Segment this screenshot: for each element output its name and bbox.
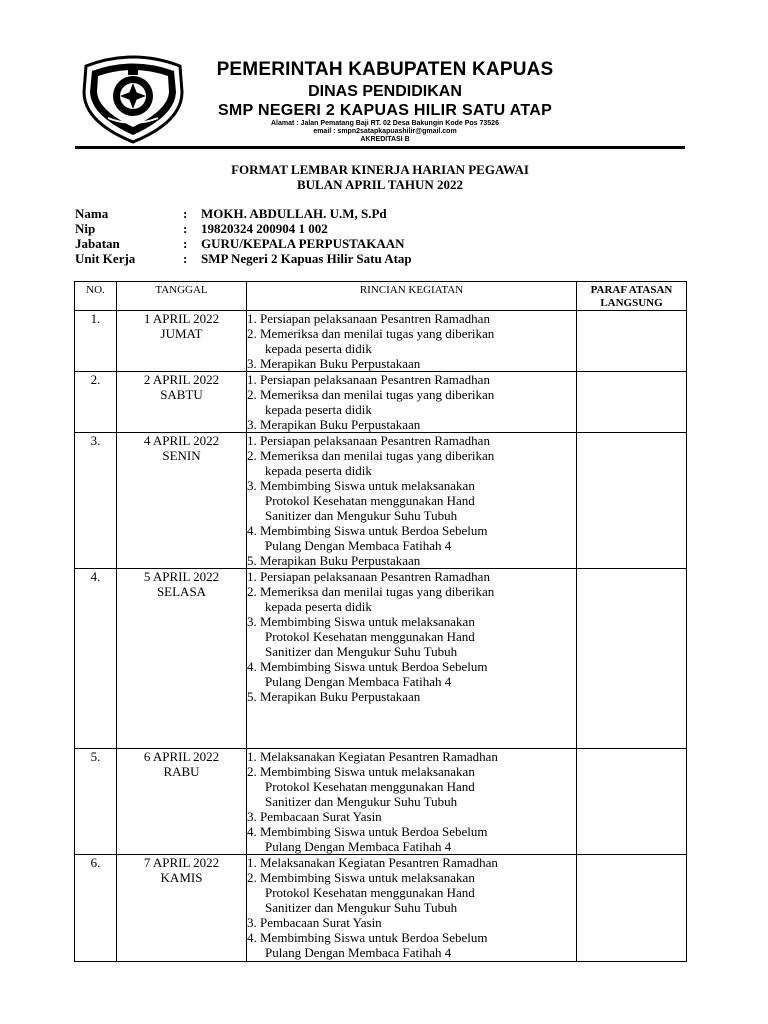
activity-line: 3. Merapikan Buku Perpustakaan [247, 356, 421, 371]
row-day: KAMIS [160, 870, 203, 885]
row-sign-cell [577, 855, 687, 962]
department-name: DINAS PENDIDIKAN [308, 83, 462, 100]
activity-line: 5. Merapikan Buku Perpustakaan [247, 689, 421, 704]
activity-line-continued: Protokol Kesehatan menggunakan Hand [265, 629, 475, 644]
activity-line-continued: Protokol Kesehatan menggunakan Hand [265, 779, 475, 794]
activity-line: 2. Memeriksa dan menilai tugas yang diberikan [247, 584, 495, 599]
school-email: email : smpn2satapkapuashilir@gmail.com [313, 128, 457, 135]
activity-item [247, 478, 576, 523]
identity-colon: : [183, 251, 188, 266]
letterhead [190, 58, 580, 144]
row-date: 2 APRIL 2022 [143, 372, 220, 387]
activity-item [247, 870, 576, 915]
activity-line-continued: kepada peserta didik [265, 341, 372, 356]
row-day: RABU [163, 764, 200, 779]
activity-line-continued: Protokol Kesehatan menggunakan Hand [265, 493, 475, 508]
school-address: Alamat : Jalan Pematang Baji RT. 02 Desa Bakungin Kode Pos 73526 [271, 120, 499, 127]
activity-item [247, 584, 576, 614]
activity-line: 4. Membimbing Siswa untuk Berdoa Sebelum [247, 824, 488, 839]
school-name: SMP NEGERI 2 KAPUAS HILIR SATU ATAP [217, 102, 553, 119]
row-sign-cell [577, 569, 687, 749]
activity-line: 1. Persiapan pelaksanaan Pesantren Ramadhan [247, 569, 490, 584]
activity-item [247, 824, 576, 854]
activity-line: 4. Membimbing Siswa untuk Berdoa Sebelum [247, 930, 488, 945]
identity-row-position [75, 236, 412, 251]
activity-line: 4. Membimbing Siswa untuk Berdoa Sebelum [247, 659, 488, 674]
table-row [75, 569, 687, 749]
row-sign-cell [577, 749, 687, 855]
document-title [75, 162, 685, 192]
row-number: 2. [75, 372, 117, 433]
activity-line: 3. Membimbing Siswa untuk melaksanakan [247, 478, 475, 493]
activity-item [247, 311, 576, 326]
row-date-cell [117, 433, 247, 569]
table-header-row [75, 282, 687, 311]
activity-item [247, 448, 576, 478]
activity-line: 1. Melaksanakan Kegiatan Pesantren Ramadhan [247, 749, 498, 764]
school-emblem-icon [78, 52, 188, 144]
header-no: NO. [75, 282, 117, 311]
activity-item [247, 387, 576, 417]
table-row [75, 433, 687, 569]
table-row [75, 311, 687, 372]
activity-line-continued: Sanitizer dan Mengukur Suhu Tubuh [265, 794, 458, 809]
identity-colon: : [183, 236, 188, 251]
activity-line-continued: kepada peserta didik [265, 599, 372, 614]
row-date: 4 APRIL 2022 [143, 433, 220, 448]
activity-item [247, 749, 576, 764]
activity-line: 2. Memeriksa dan menilai tugas yang diberikan [247, 326, 495, 341]
identity-label: Jabatan [75, 236, 120, 251]
title-line-1: FORMAT LEMBAR KINERJA HARIAN PEGAWAI [231, 162, 529, 177]
identity-value: GURU/KEPALA PERPUSTAKAAN [201, 236, 405, 251]
table-row [75, 749, 687, 855]
header-detail: RINCIAN KEGIATAN [247, 282, 577, 311]
activity-item [247, 764, 576, 809]
activity-item [247, 356, 576, 371]
letterhead-divider [75, 146, 685, 149]
activity-item [247, 614, 576, 659]
activity-item [247, 523, 576, 553]
row-activity-cell [247, 749, 577, 855]
activity-line: 2. Membimbing Siswa untuk melaksanakan [247, 870, 475, 885]
identity-value: 19820324 200904 1 002 [201, 221, 328, 236]
activity-line: 2. Membimbing Siswa untuk melaksanakan [247, 764, 475, 779]
activity-line-continued: Sanitizer dan Mengukur Suhu Tubuh [265, 644, 458, 659]
activity-line: 1. Persiapan pelaksanaan Pesantren Ramadhan [247, 433, 490, 448]
activity-line-continued: Pulang Dengan Membaca Fatihah 4 [265, 839, 452, 854]
header-sign: PARAF ATASAN LANGSUNG [577, 282, 687, 311]
identity-row-unit [75, 251, 412, 266]
row-sign-cell [577, 433, 687, 569]
identity-label: Unit Kerja [75, 251, 136, 266]
row-date: 5 APRIL 2022 [143, 569, 220, 584]
row-sign-cell [577, 372, 687, 433]
government-name: PEMERINTAH KABUPATEN KAPUAS [216, 59, 554, 80]
table-row [75, 372, 687, 433]
employee-identity [75, 206, 412, 266]
row-activity-cell [247, 855, 577, 962]
activity-item [247, 809, 576, 824]
activity-line: 3. Membimbing Siswa untuk melaksanakan [247, 614, 475, 629]
row-day: SELASA [156, 584, 207, 599]
row-activity-cell [247, 569, 577, 749]
row-number: 4. [75, 569, 117, 749]
activity-line-continued: Protokol Kesehatan menggunakan Hand [265, 885, 475, 900]
activity-line: 5. Merapikan Buku Perpustakaan [247, 553, 421, 568]
row-date: 1 APRIL 2022 [143, 311, 220, 326]
row-day: SABTU [160, 387, 203, 402]
activity-item [247, 689, 576, 704]
row-number: 6. [75, 855, 117, 962]
row-date: 7 APRIL 2022 [143, 855, 220, 870]
identity-colon: : [183, 206, 188, 221]
row-date-cell [117, 569, 247, 749]
row-number: 1. [75, 311, 117, 372]
activity-item [247, 569, 576, 584]
row-activity-cell [247, 433, 577, 569]
activity-line: 4. Membimbing Siswa untuk Berdoa Sebelum [247, 523, 488, 538]
identity-label: Nama [75, 206, 109, 221]
identity-row-nip [75, 221, 412, 236]
row-date: 6 APRIL 2022 [143, 749, 220, 764]
activity-line: 1. Persiapan pelaksanaan Pesantren Ramadhan [247, 311, 490, 326]
row-number: 3. [75, 433, 117, 569]
row-date-cell [117, 855, 247, 962]
table-row [75, 855, 687, 962]
row-sign-cell [577, 311, 687, 372]
activity-line: 2. Memeriksa dan menilai tugas yang diberikan [247, 448, 495, 463]
activity-line-continued: Pulang Dengan Membaca Fatihah 4 [265, 538, 452, 553]
activity-item [247, 326, 576, 356]
row-date-cell [117, 372, 247, 433]
row-date-cell [117, 311, 247, 372]
activity-line-continued: kepada peserta didik [265, 402, 372, 417]
activity-item [247, 433, 576, 448]
activity-item [247, 930, 576, 960]
activity-line: 1. Melaksanakan Kegiatan Pesantren Ramadhan [247, 855, 498, 870]
activity-line-continued: Sanitizer dan Mengukur Suhu Tubuh [265, 508, 458, 523]
row-day: JUMAT [160, 326, 203, 341]
activity-item [247, 915, 576, 930]
identity-row-name [75, 206, 412, 221]
activity-line-continued: Sanitizer dan Mengukur Suhu Tubuh [265, 900, 458, 915]
activity-line: 3. Pembacaan Surat Yasin [247, 915, 382, 930]
title-line-2: BULAN APRIL TAHUN 2022 [296, 177, 464, 192]
row-day: SENIN [162, 448, 201, 463]
activity-line-continued: Pulang Dengan Membaca Fatihah 4 [265, 674, 452, 689]
identity-label: Nip [75, 221, 96, 236]
activity-table [74, 281, 687, 962]
activity-item [247, 372, 576, 387]
accreditation: AKREDITASI B [360, 136, 410, 143]
row-date-cell [117, 749, 247, 855]
row-activity-cell [247, 372, 577, 433]
activity-item [247, 553, 576, 568]
activity-line: 3. Pembacaan Surat Yasin [247, 809, 382, 824]
activity-line: 3. Merapikan Buku Perpustakaan [247, 417, 421, 432]
row-activity-cell [247, 311, 577, 372]
activity-line-continued: kepada peserta didik [265, 463, 372, 478]
identity-colon: : [183, 221, 188, 236]
row-number: 5. [75, 749, 117, 855]
activity-line-continued: Pulang Dengan Membaca Fatihah 4 [265, 945, 452, 960]
activity-item [247, 855, 576, 870]
activity-item [247, 659, 576, 689]
activity-line: 2. Memeriksa dan menilai tugas yang diberikan [247, 387, 495, 402]
identity-value: SMP Negeri 2 Kapuas Hilir Satu Atap [201, 251, 412, 266]
activity-item [247, 417, 576, 432]
identity-value: MOKH. ABDULLAH. U.M, S.Pd [201, 206, 387, 221]
activity-line: 1. Persiapan pelaksanaan Pesantren Ramadhan [247, 372, 490, 387]
header-date: TANGGAL [117, 282, 247, 311]
